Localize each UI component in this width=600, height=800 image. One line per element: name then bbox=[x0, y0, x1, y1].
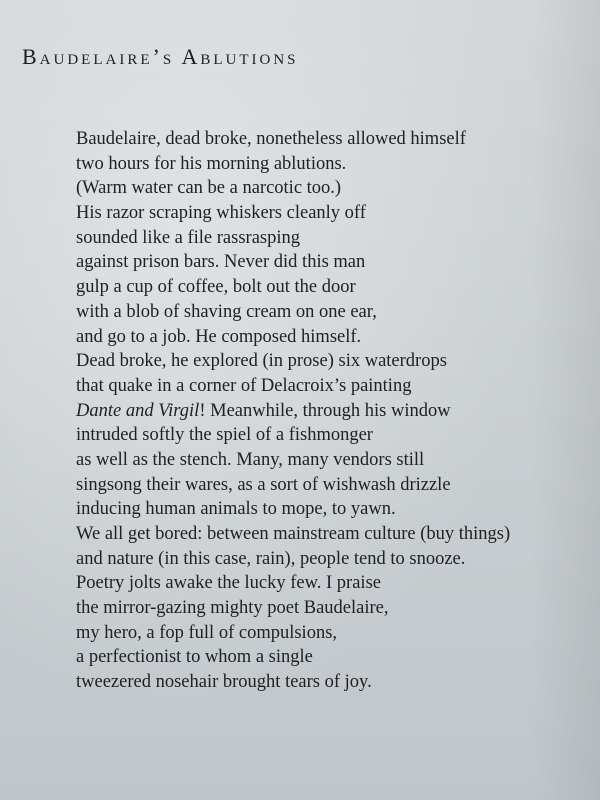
poem-line bbox=[76, 423, 596, 448]
poem-line bbox=[76, 596, 596, 621]
poem-line bbox=[76, 275, 596, 300]
line-text: the mirror-gazing mighty poet Baudelaire, bbox=[76, 598, 389, 619]
line-text: Baudelaire, dead broke, nonetheless allowed himself bbox=[76, 129, 466, 149]
poem-line bbox=[76, 226, 596, 251]
line-text: and go to a job. He composed himself. bbox=[76, 326, 362, 347]
poem-line bbox=[76, 497, 596, 522]
line-text: a perfectionist to whom a single bbox=[76, 647, 313, 668]
poem-line bbox=[76, 645, 596, 670]
poem-line bbox=[76, 670, 596, 695]
line-text: tweezered nosehair brought tears of joy. bbox=[76, 672, 372, 693]
line-text: ! Meanwhile, through his window bbox=[199, 400, 451, 421]
line-text: and nature (in this case, rain), people tend to snooze. bbox=[76, 548, 466, 569]
poem-line bbox=[76, 522, 596, 547]
poem-line bbox=[76, 374, 596, 399]
poem-line bbox=[76, 399, 596, 424]
line-text: gulp a cup of coffee, bolt out the door bbox=[76, 277, 356, 298]
line-text: (Warm water can be a narcotic too.) bbox=[76, 178, 342, 199]
line-text: His razor scraping whiskers cleanly off bbox=[76, 203, 366, 224]
line-text: as well as the stench. Many, many vendors still bbox=[76, 449, 425, 470]
poem-line bbox=[76, 250, 596, 275]
line-text: with a blob of shaving cream on one ear, bbox=[76, 301, 377, 322]
poem-title: Baudelaire’s Ablutions bbox=[22, 44, 299, 69]
poem-line bbox=[76, 176, 596, 201]
poem-line bbox=[76, 152, 596, 177]
poem-line bbox=[76, 300, 596, 325]
line-text: Dead broke, he explored (in prose) six waterdrops bbox=[76, 351, 447, 372]
poem-line bbox=[76, 621, 596, 646]
line-text: my hero, a fop full of compulsions, bbox=[76, 622, 338, 643]
line-text: intruded softly the spiel of a fishmonger bbox=[76, 425, 373, 446]
poem-line bbox=[76, 201, 596, 226]
line-text: against prison bars. Never did this man bbox=[76, 252, 366, 273]
poem-body bbox=[76, 127, 596, 695]
line-text: that quake in a corner of Delacroix’s painting bbox=[76, 375, 412, 396]
painting-title: Dante and Virgil bbox=[76, 400, 200, 421]
poem-line bbox=[76, 325, 596, 350]
poem-line bbox=[76, 349, 596, 374]
poem-line bbox=[76, 127, 596, 152]
poem-line bbox=[76, 547, 596, 572]
line-text: singsong their wares, as a sort of wishwash drizzle bbox=[76, 474, 451, 495]
line-text: sounded like a file rassrasping bbox=[76, 227, 300, 248]
line-text: We all get bored: between mainstream culture (buy things) bbox=[76, 524, 511, 544]
line-text: Poetry jolts awake the lucky few. I praise bbox=[76, 573, 381, 594]
line-text: inducing human animals to mope, to yawn. bbox=[76, 499, 396, 520]
poem-line bbox=[76, 473, 596, 498]
poem-line bbox=[76, 448, 596, 473]
line-text: two hours for his morning ablutions. bbox=[76, 153, 347, 174]
poem-line bbox=[76, 571, 596, 596]
